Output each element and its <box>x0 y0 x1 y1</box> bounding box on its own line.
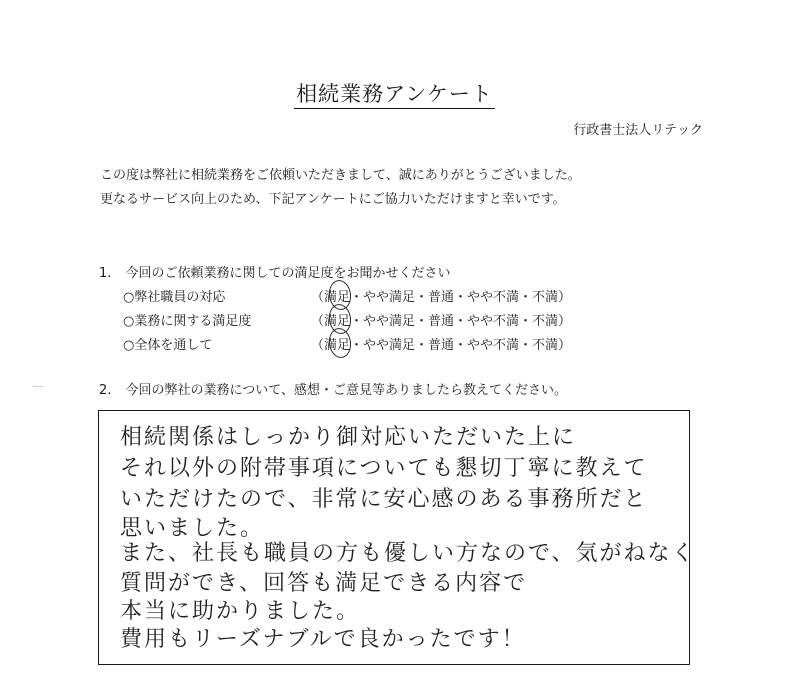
page-title-text: 相続業務アンケート <box>294 82 495 109</box>
rating-item-label: ○全体を通して <box>123 338 213 353</box>
rating-item-label: ○弊社職員の対応 <box>123 290 226 305</box>
intro-line: 更なるサービス向上のため、下記アンケートにご協力いただけますと幸いです。 <box>100 192 566 207</box>
question-number: 1. <box>99 266 112 281</box>
answer-line: また、社長も職員の方も優しい方なので、気がねなく <box>120 541 696 566</box>
answer-line: 費用もリーズナブルで良かったです！ <box>120 627 526 652</box>
question-text: 今回の弊社の業務について、感想・ご意見等ありましたら教えてください。 <box>125 383 568 398</box>
answer-line: 相続関係はしっかり御対応いただいた上に <box>120 425 577 450</box>
margin-mark <box>33 386 43 387</box>
question-1 <box>99 262 451 281</box>
answer-line: それ以外の附帯事項についても懇切丁寧に教えて <box>120 456 648 481</box>
rating-scale[interactable]: （満足・やや満足・普通・やや不満・不満） <box>311 338 572 353</box>
answer-line: 本当に助かりました。 <box>120 599 361 624</box>
page-title <box>0 78 789 108</box>
intro-line: この度は弊社に相続業務をご依頼いただきまして、誠にありがとうございました。 <box>100 168 581 183</box>
answer-line: いただけたので、非常に安心感のある事務所だと <box>120 487 648 512</box>
rating-item-label: ○業務に関する満足度 <box>123 314 252 329</box>
answer-line: 質問ができ、回答も満足できる内容で <box>120 571 528 596</box>
intro-text <box>100 164 581 212</box>
question-number: 2. <box>99 383 112 398</box>
question-2 <box>99 379 567 398</box>
question-text: 今回のご依頼業務に関しての満足度をお聞かせください <box>125 266 451 281</box>
rating-scale[interactable]: （満足・やや満足・普通・やや不満・不満） <box>311 290 572 305</box>
answer-line: 思いました。 <box>120 516 265 541</box>
company-name: 行政書士法人リテック <box>573 123 703 138</box>
selected-circle-mark <box>327 327 353 360</box>
rating-scale[interactable]: （満足・やや満足・普通・やや不満・不満） <box>311 314 572 329</box>
